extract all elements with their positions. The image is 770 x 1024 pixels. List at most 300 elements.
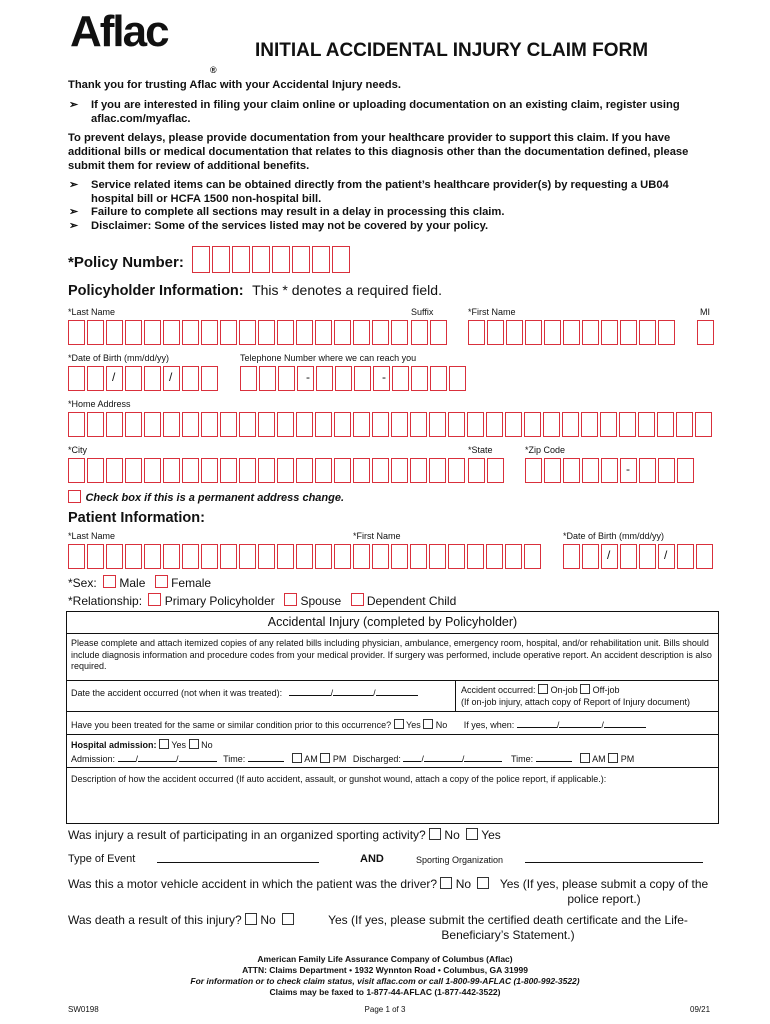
ph-address-cell[interactable] xyxy=(619,412,636,437)
policyholder-heading-row xyxy=(68,282,442,300)
ph-address-cell[interactable] xyxy=(87,412,104,437)
policy-cell[interactable] xyxy=(292,246,310,273)
policy-cell[interactable] xyxy=(252,246,270,273)
ph-address-cell[interactable] xyxy=(581,412,598,437)
ph-address-cell[interactable] xyxy=(695,412,712,437)
ph-last-name-cell[interactable] xyxy=(68,320,85,345)
form-date: 09/21 xyxy=(690,1005,711,1014)
treated-no-checkbox[interactable] xyxy=(423,719,433,729)
ph-phone-cell[interactable] xyxy=(259,366,276,391)
ph-zip-cell[interactable] xyxy=(544,458,561,483)
policyholder-heading: Policyholder Information: xyxy=(68,283,244,299)
hospital-yes-label: Yes xyxy=(171,740,187,750)
ph-address-cell[interactable] xyxy=(486,412,503,437)
ph-zip-cell[interactable] xyxy=(525,458,542,483)
policy-cell[interactable] xyxy=(212,246,230,273)
admission-label: Admission: xyxy=(71,754,116,764)
ph-last-name-input[interactable] xyxy=(68,320,410,345)
ph-first-name-cell[interactable] xyxy=(658,320,675,345)
pt-first-name-cell[interactable] xyxy=(372,544,389,569)
ph-home-address-label: *Home Address xyxy=(68,399,131,409)
ph-dob-cell[interactable] xyxy=(201,366,218,391)
on-job-checkbox[interactable] xyxy=(538,684,548,694)
pt-dob-cell[interactable] xyxy=(677,544,694,569)
ph-last-name-cell[interactable] xyxy=(239,320,256,345)
on-job-note: (If on-job injury, attach copy of Report of Injury document) xyxy=(461,697,690,707)
ph-last-name-cell[interactable] xyxy=(201,320,218,345)
pt-first-name-cell[interactable] xyxy=(410,544,427,569)
divider xyxy=(66,734,719,735)
pt-dob-cell[interactable] xyxy=(639,544,656,569)
pt-last-name-cell[interactable] xyxy=(201,544,218,569)
ph-address-cell[interactable] xyxy=(429,412,446,437)
ph-city-cell[interactable] xyxy=(372,458,389,483)
page-number: Page 1 of 3 xyxy=(364,1005,406,1014)
relationship-label: *Relationship: xyxy=(68,594,143,608)
address-change-label: Check box if this is a permanent address change. xyxy=(85,492,345,504)
pt-last-name-cell[interactable] xyxy=(182,544,199,569)
form-title: INITIAL ACCIDENTAL INJURY CLAIM FORM xyxy=(255,40,649,61)
and-label: AND xyxy=(360,853,384,865)
divider xyxy=(455,680,456,711)
accident-occurred-row xyxy=(461,684,619,695)
ph-address-cell[interactable] xyxy=(163,412,180,437)
ph-address-cell[interactable] xyxy=(106,412,123,437)
pt-last-name-cell[interactable] xyxy=(106,544,123,569)
ph-address-cell[interactable] xyxy=(125,412,142,437)
ph-phone-cell[interactable] xyxy=(430,366,447,391)
ph-phone-cell[interactable] xyxy=(335,366,352,391)
treated-question: Have you been treated for the same or similar condition prior to this occurrence? xyxy=(71,720,392,730)
ph-address-cell[interactable] xyxy=(239,412,256,437)
date-occurred-row: Date the accident occurred (not when it was treated): / / xyxy=(71,686,418,698)
ph-address-cell[interactable] xyxy=(600,412,617,437)
pt-first-name-label: *First Name xyxy=(353,531,401,541)
female-checkbox[interactable] xyxy=(155,575,168,588)
policy-cell[interactable] xyxy=(192,246,210,273)
admission-dd[interactable] xyxy=(138,752,176,762)
pt-dob-input[interactable] xyxy=(563,544,715,569)
pt-dob-cell[interactable] xyxy=(582,544,599,569)
ph-address-cell[interactable] xyxy=(676,412,693,437)
ph-address-cell[interactable] xyxy=(562,412,579,437)
death-no-label: No xyxy=(260,913,276,927)
ph-address-cell[interactable] xyxy=(258,412,275,437)
ph-state-label: *State xyxy=(468,445,493,455)
female-label: Female xyxy=(171,576,212,590)
ph-address-cell[interactable] xyxy=(277,412,294,437)
ph-first-name-cell[interactable] xyxy=(525,320,542,345)
admission-time-field[interactable] xyxy=(248,752,284,762)
ph-state-cell[interactable] xyxy=(468,458,485,483)
ph-mi-label: MI xyxy=(700,307,710,317)
ph-last-name-cell[interactable] xyxy=(277,320,294,345)
ph-last-name-cell[interactable] xyxy=(106,320,123,345)
footer-info: For information or to check claim status, visit aflac.com or call 1-800-99-AFLAC (1-800-992-3522) xyxy=(190,976,580,986)
ph-last-name-cell[interactable] xyxy=(182,320,199,345)
pt-first-name-cell[interactable] xyxy=(448,544,465,569)
accident-instructions: Please complete and attach itemized copies of any related bills including physician, ambulance, emergency room, hospital, and/or rehabilitation unit. Bills should include diagnosis information and procedure codes from your medical provider. If surgery was performed, include operative report. An accident description is also required. xyxy=(71,638,712,671)
divider xyxy=(66,680,719,681)
primary-checkbox[interactable] xyxy=(148,593,161,606)
ph-address-cell[interactable] xyxy=(201,412,218,437)
relationship-row xyxy=(68,593,456,608)
policy-cell[interactable] xyxy=(272,246,290,273)
death-yes-checkbox[interactable] xyxy=(282,913,294,925)
ph-last-name-label: *Last Name xyxy=(68,307,116,317)
male-checkbox[interactable] xyxy=(103,575,116,588)
ph-dob-input[interactable] xyxy=(68,366,220,391)
bullet-failure-text: Failure to complete all sections may result in a delay in processing this claim. xyxy=(91,206,505,218)
pt-last-name-cell[interactable] xyxy=(163,544,180,569)
divider xyxy=(66,711,719,712)
ph-phone-dash-1: - xyxy=(306,370,310,384)
bullet-online-text: If you are interested in filing your claim online or uploading documentation on an existing claim, register using aflac.com/myaflac. xyxy=(91,99,680,125)
policy-number-label: *Policy Number: xyxy=(68,254,184,271)
ph-city-cell[interactable] xyxy=(448,458,465,483)
ph-phone-cell[interactable] xyxy=(240,366,257,391)
motor-question: Was this a motor vehicle accident in which the patient was the driver? xyxy=(68,877,438,891)
ph-phone-cell[interactable] xyxy=(392,366,409,391)
ph-suffix-cell[interactable] xyxy=(430,320,447,345)
ph-last-name-cell[interactable] xyxy=(334,320,351,345)
discharged-label: Discharged: xyxy=(352,754,401,764)
ph-phone-input[interactable] xyxy=(240,366,468,391)
aflac-logo xyxy=(70,7,217,75)
ph-phone-dash-2: - xyxy=(382,370,386,384)
ph-phone-cell[interactable] xyxy=(449,366,466,391)
ph-city-cell[interactable] xyxy=(391,458,408,483)
ph-address-cell[interactable] xyxy=(353,412,370,437)
ph-address-cell[interactable] xyxy=(372,412,389,437)
pt-last-name-cell[interactable] xyxy=(220,544,237,569)
off-job-checkbox[interactable] xyxy=(580,684,590,694)
ph-first-name-input[interactable] xyxy=(468,320,677,345)
ph-address-cell[interactable] xyxy=(315,412,332,437)
sporting-yes-checkbox[interactable] xyxy=(466,828,478,840)
ph-address-cell[interactable] xyxy=(505,412,522,437)
sporting-org-label: Sporting Organization xyxy=(416,855,504,865)
ph-city-cell[interactable] xyxy=(315,458,332,483)
ph-city-cell[interactable] xyxy=(353,458,370,483)
ph-city-cell[interactable] xyxy=(201,458,218,483)
admission-pm-checkbox[interactable] xyxy=(320,753,330,763)
pt-last-name-cell[interactable] xyxy=(315,544,332,569)
date-occurred-yy[interactable] xyxy=(376,686,418,696)
policy-cell[interactable] xyxy=(332,246,350,273)
footer-company: American Family Life Assurance Company of Columbus (Aflac) xyxy=(257,954,513,964)
ph-phone-cell[interactable] xyxy=(411,366,428,391)
ph-city-cell[interactable] xyxy=(429,458,446,483)
ph-city-cell[interactable] xyxy=(125,458,142,483)
ph-suffix-cell[interactable] xyxy=(411,320,428,345)
bullet-disclaimer-text: Disclaimer: Some of the services listed may not be covered by your policy. xyxy=(91,220,489,232)
death-yes-label: Yes (If yes, please submit the certified death certificate and the Life-Beneficiary’s Statement.) xyxy=(328,913,688,942)
ph-dob-label: *Date of Birth (mm/dd/yy) xyxy=(68,353,170,363)
address-change-row xyxy=(68,490,344,508)
ph-address-cell[interactable] xyxy=(334,412,351,437)
policy-cell[interactable] xyxy=(312,246,330,273)
ph-first-name-cell[interactable] xyxy=(544,320,561,345)
pt-first-name-cell[interactable] xyxy=(391,544,408,569)
pt-last-name-cell[interactable] xyxy=(87,544,104,569)
accident-heading: Accidental Injury (completed by Policyholder) xyxy=(267,615,518,629)
description-field[interactable] xyxy=(71,788,715,820)
date-occurred-dd[interactable] xyxy=(333,686,373,696)
ph-zip-cell[interactable] xyxy=(563,458,580,483)
ph-last-name-cell[interactable] xyxy=(372,320,389,345)
ph-address-cell[interactable] xyxy=(448,412,465,437)
ph-first-name-cell[interactable] xyxy=(620,320,637,345)
pt-last-name-cell[interactable] xyxy=(277,544,294,569)
pt-last-name-cell[interactable] xyxy=(334,544,351,569)
pt-first-name-cell[interactable] xyxy=(353,544,370,569)
ph-first-name-cell[interactable] xyxy=(506,320,523,345)
ph-first-name-cell[interactable] xyxy=(487,320,504,345)
pt-dob-label: *Date of Birth (mm/dd/yy) xyxy=(563,531,665,541)
treated-yes-checkbox[interactable] xyxy=(394,719,404,729)
form-code: SW0198 xyxy=(68,1005,99,1014)
ph-zip-cell[interactable] xyxy=(658,458,675,483)
sex-label: *Sex: xyxy=(68,576,97,590)
date-occurred-mm[interactable] xyxy=(289,686,331,696)
discharged-pm-label: PM xyxy=(620,754,635,764)
ph-city-cell[interactable] xyxy=(144,458,161,483)
admission-am-checkbox[interactable] xyxy=(292,753,302,763)
ph-address-cell[interactable] xyxy=(182,412,199,437)
ph-dob-cell[interactable] xyxy=(182,366,199,391)
spouse-label: Spouse xyxy=(300,594,342,608)
ph-suffix-input[interactable] xyxy=(411,320,449,345)
admission-time-label: Time: xyxy=(223,754,246,764)
policy-number-input[interactable] xyxy=(192,246,352,273)
intro-thanks: Thank you for trusting Aflac with your Accidental Injury needs. xyxy=(68,79,401,91)
bullet-service-text: Service related items can be obtained directly from the patient’s healthcare provider(s) by requesting a UB04 hospital bill or HCFA 1500 non-hospital bill. xyxy=(91,179,669,205)
patient-heading: Patient Information: xyxy=(68,510,205,526)
ph-zip-input[interactable] xyxy=(525,458,696,483)
discharged-time-label: Time: xyxy=(510,754,534,764)
ph-first-name-cell[interactable] xyxy=(582,320,599,345)
sporting-row xyxy=(68,828,501,842)
death-no-checkbox[interactable] xyxy=(245,913,257,925)
type-of-event-field[interactable] xyxy=(157,852,319,863)
treated-yes-label: Yes xyxy=(406,720,421,730)
intro-bullet-failure xyxy=(69,205,711,219)
ph-last-name-cell[interactable] xyxy=(144,320,161,345)
ph-city-cell[interactable] xyxy=(410,458,427,483)
description-label: Description of how the accident occurred (If auto accident, assault, or gunshot wound, attach a copy of the police report, if applicable.): xyxy=(71,774,607,784)
ph-state-input[interactable] xyxy=(468,458,506,483)
sporting-org-field[interactable] xyxy=(525,852,703,863)
pt-dob-slash-2: / xyxy=(664,548,668,562)
ph-address-cell[interactable] xyxy=(391,412,408,437)
discharged-pm-checkbox[interactable] xyxy=(608,753,618,763)
ph-city-cell[interactable] xyxy=(163,458,180,483)
primary-label: Primary Policyholder xyxy=(164,594,275,608)
ph-last-name-cell[interactable] xyxy=(125,320,142,345)
ph-address-cell[interactable] xyxy=(543,412,560,437)
type-of-event-label: Type of Event xyxy=(68,853,136,865)
pt-dob-cell[interactable] xyxy=(696,544,713,569)
ph-first-name-cell[interactable] xyxy=(601,320,618,345)
ph-city-cell[interactable] xyxy=(87,458,104,483)
ph-first-name-cell[interactable] xyxy=(563,320,580,345)
ph-address-cell[interactable] xyxy=(638,412,655,437)
pt-dob-slash-1: / xyxy=(607,548,611,562)
pt-first-name-input[interactable] xyxy=(353,544,543,569)
ph-city-cell[interactable] xyxy=(277,458,294,483)
ph-city-label: *City xyxy=(68,445,88,455)
intro-paragraph: To prevent delays, please provide documentation from your healthcare provider to support this claim. If you have additional bills or medical documentation that relates to this diagnosis other than the documentation defined, please submit them for review of additional benefits. xyxy=(68,132,689,172)
hospital-no-checkbox[interactable] xyxy=(189,739,199,749)
ph-phone-label: Telephone Number where we can reach you xyxy=(240,353,417,363)
ph-phone-cell[interactable] xyxy=(316,366,333,391)
ph-address-cell[interactable] xyxy=(220,412,237,437)
pt-first-name-cell[interactable] xyxy=(429,544,446,569)
ph-last-name-cell[interactable] xyxy=(220,320,237,345)
pt-last-name-cell[interactable] xyxy=(68,544,85,569)
on-job-label: On-job xyxy=(550,685,578,695)
death-question: Was death a result of this injury? xyxy=(68,913,242,927)
pt-dob-cell[interactable] xyxy=(620,544,637,569)
death-row xyxy=(68,913,294,927)
discharged-yy[interactable] xyxy=(464,752,502,762)
pt-first-name-cell[interactable] xyxy=(467,544,484,569)
ph-phone-cell[interactable] xyxy=(278,366,295,391)
pt-last-name-cell[interactable] xyxy=(258,544,275,569)
ph-dob-cell[interactable] xyxy=(125,366,142,391)
ph-phone-cell[interactable] xyxy=(354,366,371,391)
ph-zip-cell[interactable] xyxy=(582,458,599,483)
ph-city-cell[interactable] xyxy=(239,458,256,483)
pt-dob-cell[interactable] xyxy=(563,544,580,569)
admission-am-label: AM xyxy=(304,754,318,764)
registered-mark: ® xyxy=(210,65,217,75)
ph-dob-cell[interactable] xyxy=(144,366,161,391)
ph-address-cell[interactable] xyxy=(410,412,427,437)
intro-bullet-service xyxy=(69,178,711,206)
ph-first-name-cell[interactable] xyxy=(639,320,656,345)
off-job-label: Off-job xyxy=(592,685,620,695)
ph-last-name-cell[interactable] xyxy=(87,320,104,345)
motor-no-checkbox[interactable] xyxy=(440,877,452,889)
bullet-arrow-icon: ➢ xyxy=(69,179,79,191)
ph-dob-cell[interactable] xyxy=(68,366,85,391)
discharged-am-checkbox[interactable] xyxy=(580,753,590,763)
ph-city-cell[interactable] xyxy=(106,458,123,483)
sporting-no-checkbox[interactable] xyxy=(429,828,441,840)
pt-first-name-cell[interactable] xyxy=(505,544,522,569)
hospital-no-label: No xyxy=(201,740,213,750)
accident-occurred-label: Accident occurred: xyxy=(461,685,536,695)
policy-cell[interactable] xyxy=(232,246,250,273)
treated-no-label: No xyxy=(435,720,448,730)
ph-address-cell[interactable] xyxy=(68,412,85,437)
ph-address-cell[interactable] xyxy=(467,412,484,437)
motor-yes-label: Yes (If yes, please submit a copy of the police report.) xyxy=(499,877,709,906)
footer-fax: Claims may be faxed to 1-877-44-AFLAC (1-877-442-3522) xyxy=(269,987,501,997)
ph-address-cell[interactable] xyxy=(524,412,541,437)
ph-zip-cell[interactable] xyxy=(677,458,694,483)
motor-no-label: No xyxy=(455,877,472,891)
ph-state-cell[interactable] xyxy=(487,458,504,483)
discharged-dd[interactable] xyxy=(424,752,462,762)
hospital-yes-checkbox[interactable] xyxy=(159,739,169,749)
ph-last-name-cell[interactable] xyxy=(353,320,370,345)
bullet-arrow-icon: ➢ xyxy=(69,220,79,232)
treated-date-dd[interactable] xyxy=(559,718,601,728)
intro-bullet-disclaimer xyxy=(69,219,711,233)
pt-last-name-input[interactable] xyxy=(68,544,353,569)
ph-zip-dash: - xyxy=(626,462,630,476)
dependent-checkbox[interactable] xyxy=(351,593,364,606)
admission-row: Admission: / / Time: AM PM Discharged: / / Time: AM PM xyxy=(71,754,635,764)
admission-mm[interactable] xyxy=(118,752,136,762)
pt-last-name-cell[interactable] xyxy=(239,544,256,569)
ph-last-name-cell[interactable] xyxy=(258,320,275,345)
ph-last-name-cell[interactable] xyxy=(315,320,332,345)
ph-address-cell[interactable] xyxy=(144,412,161,437)
spouse-checkbox[interactable] xyxy=(284,593,297,606)
ph-address-cell[interactable] xyxy=(296,412,313,437)
ph-last-name-cell[interactable] xyxy=(391,320,408,345)
ph-dob-slash-2: / xyxy=(169,370,173,384)
pt-last-name-cell[interactable] xyxy=(125,544,142,569)
treated-date-mm[interactable] xyxy=(517,718,557,728)
ph-city-cell[interactable] xyxy=(258,458,275,483)
pt-first-name-cell[interactable] xyxy=(486,544,503,569)
treated-date-yy[interactable] xyxy=(604,718,646,728)
ph-mi-input[interactable] xyxy=(697,320,716,345)
ph-city-cell[interactable] xyxy=(68,458,85,483)
date-occurred-label: Date the accident occurred (not when it was treated): xyxy=(71,688,283,698)
discharged-mm[interactable] xyxy=(403,752,421,762)
ph-zip-cell[interactable] xyxy=(639,458,656,483)
bullet-arrow-icon: ➢ xyxy=(69,99,79,111)
ph-zip-cell[interactable] xyxy=(601,458,618,483)
intro-bullet-online xyxy=(69,98,711,126)
ph-city-input[interactable] xyxy=(68,458,467,483)
pt-last-name-cell[interactable] xyxy=(296,544,313,569)
divider xyxy=(66,767,719,768)
ph-city-cell[interactable] xyxy=(334,458,351,483)
admission-yy[interactable] xyxy=(179,752,217,762)
ph-last-name-cell[interactable] xyxy=(296,320,313,345)
ph-suffix-label: Suffix xyxy=(411,307,434,317)
ph-mi-cell[interactable] xyxy=(697,320,714,345)
ph-address-cell[interactable] xyxy=(657,412,674,437)
dependent-label: Dependent Child xyxy=(366,594,457,608)
ph-home-address-input[interactable] xyxy=(68,412,714,437)
sex-row xyxy=(68,575,211,590)
pt-last-name-cell[interactable] xyxy=(144,544,161,569)
ph-dob-slash-1: / xyxy=(112,370,116,384)
sporting-no-label: No xyxy=(444,828,460,842)
ph-city-cell[interactable] xyxy=(220,458,237,483)
divider xyxy=(66,633,719,634)
ph-first-name-cell[interactable] xyxy=(468,320,485,345)
ph-city-cell[interactable] xyxy=(296,458,313,483)
pt-first-name-cell[interactable] xyxy=(524,544,541,569)
sporting-question: Was injury a result of participating in an organized sporting activity? xyxy=(68,828,426,842)
ph-last-name-cell[interactable] xyxy=(163,320,180,345)
footer-attn: ATTN: Claims Department • 1932 Wynnton Road • Columbus, GA 31999 xyxy=(242,965,528,975)
discharged-time-field[interactable] xyxy=(536,752,572,762)
ph-city-cell[interactable] xyxy=(182,458,199,483)
ph-dob-cell[interactable] xyxy=(87,366,104,391)
discharged-am-label: AM xyxy=(592,754,606,764)
address-change-checkbox[interactable] xyxy=(68,490,81,503)
